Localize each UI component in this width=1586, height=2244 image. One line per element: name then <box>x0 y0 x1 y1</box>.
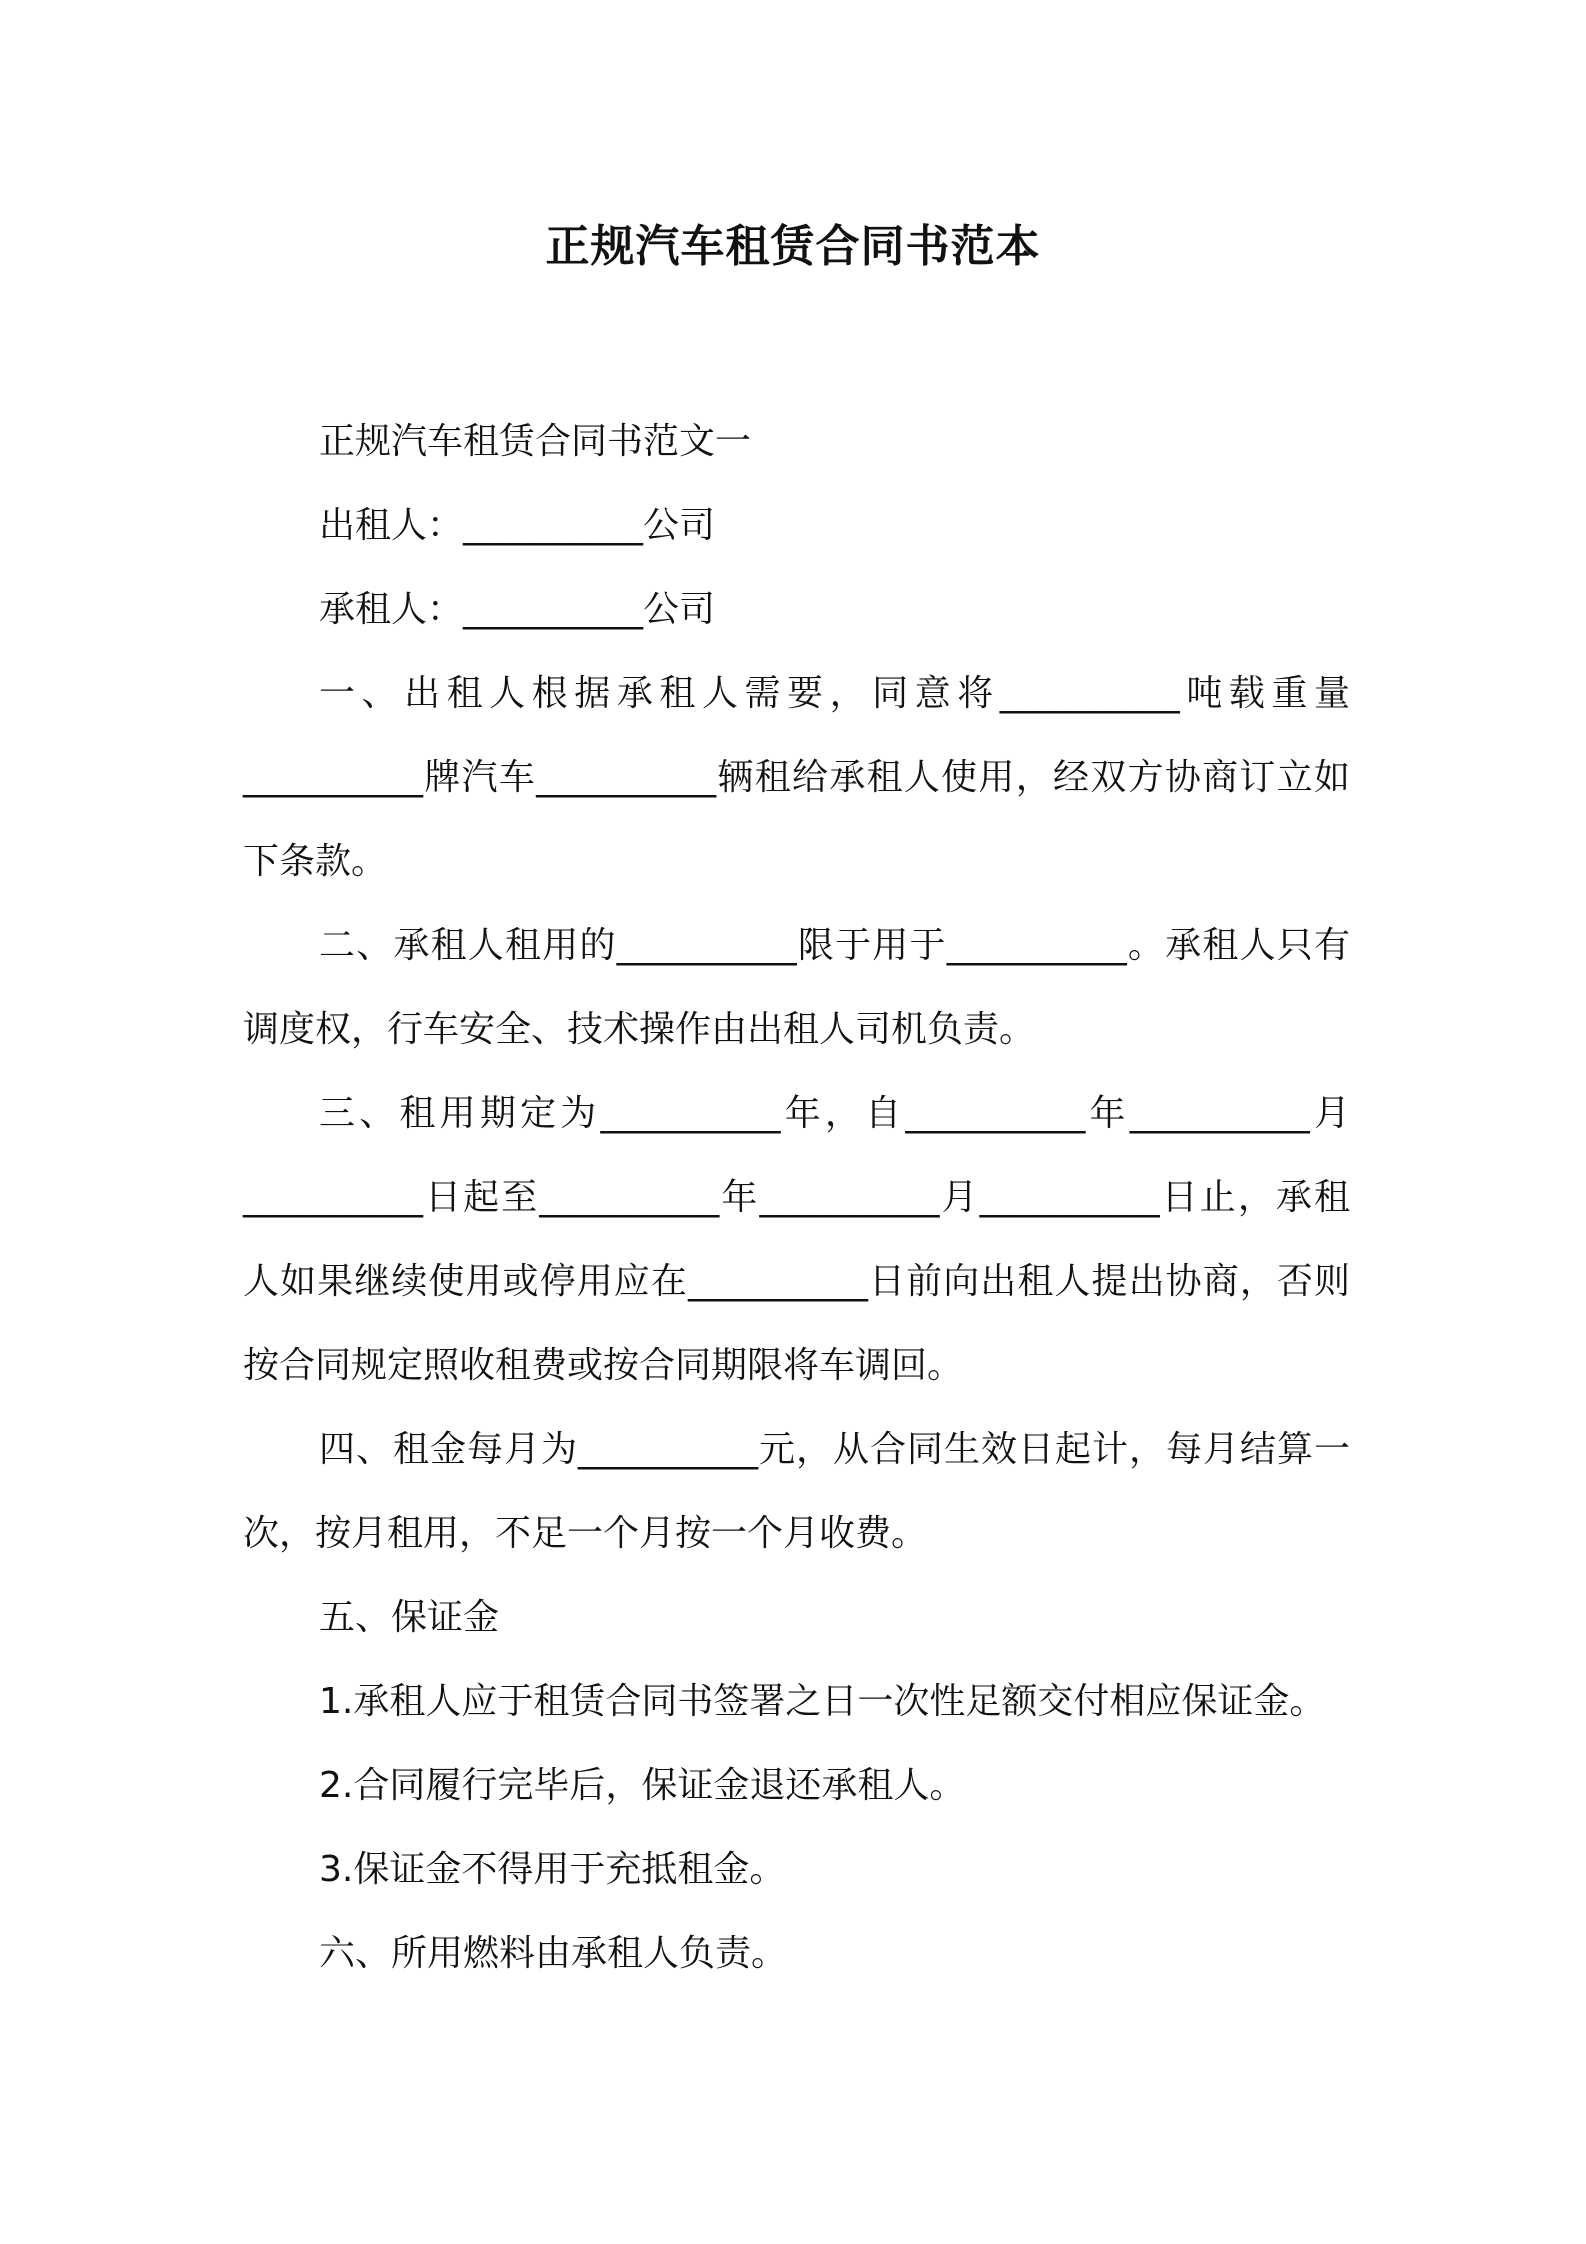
section-heading: 正规汽车租赁合同书范文一 <box>319 421 752 462</box>
clause-5-heading: 五、保证金 <box>319 1597 500 1638</box>
clause-5-item-1: 1.承租人应于租赁合同书签署之日一次性足额交付相应保证金。 <box>319 1681 1326 1722</box>
clause-5-item-2: 2.合同履行完毕后，保证金退还承租人。 <box>319 1765 966 1806</box>
clause-6: 六、所用燃料由承租人负责。 <box>319 1933 788 1974</box>
clause-2: 二、承租人租用的__________限于用于__________。承租人只有调度权，行车安全、技术操作由出租人司机负责。 <box>243 925 1350 1050</box>
clause-4: 四、租金每月为__________元，从合同生效日起计，每月结算一次，按月租用，不足一个月按一个月收费。 <box>243 1429 1350 1554</box>
document-title: 正规汽车租赁合同书范本 <box>545 221 1041 272</box>
document-body <box>243 400 1350 1996</box>
clause-5-item-3: 3.保证金不得用于充抵租金。 <box>319 1849 786 1890</box>
clause-3: 三、租用期定为__________年，自__________年__________月__________日起至__________年__________月__________日止，承租人如果继续使用或停用应在__________日前向出租人提出协商，否则按合同规定照收租费或按合同期限将车调回。 <box>243 1093 1350 1386</box>
clause-1: 一、出租人根据承租人需要，同意将__________吨载重量__________牌汽车__________辆租给承租人使用，经双方协商订立如下条款。 <box>243 673 1350 882</box>
lessee-line: 承租人：__________公司 <box>319 589 716 630</box>
lessor-line: 出租人：__________公司 <box>319 505 716 546</box>
